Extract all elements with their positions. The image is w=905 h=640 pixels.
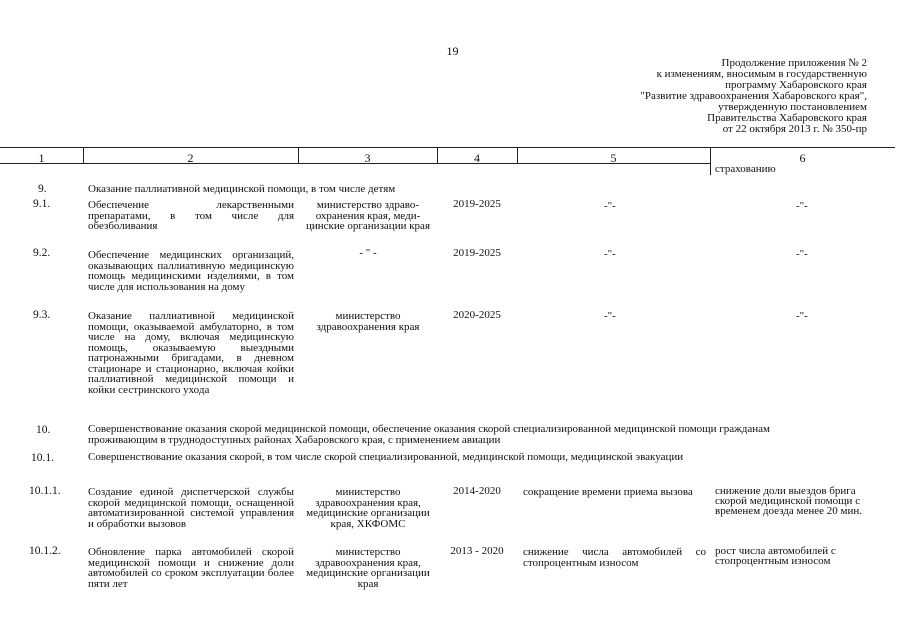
effect-cell: -"-: [796, 310, 808, 322]
effect-cell: снижение доли выездов брига: [715, 485, 856, 497]
column-header: 2: [187, 151, 194, 165]
column-header: 1: [38, 151, 45, 165]
header-line: программу Хабаровского края: [725, 79, 867, 91]
header-line: к изменениям, вносимым в государственную: [656, 68, 867, 80]
result-cell: снижение числа автомобилей со стопроцентным износом: [523, 546, 706, 569]
row-number: 10.1.2.: [29, 545, 61, 557]
header-line: Продолжение приложения № 2: [721, 57, 867, 69]
table-rule: [0, 147, 895, 148]
row-number: 9.1.: [33, 198, 51, 210]
effect-cell: скорой медицинской помощи с: [715, 495, 861, 507]
column-header: 5: [610, 151, 617, 165]
carryover-text: страхованию: [715, 163, 776, 175]
row-number: 10.: [36, 424, 51, 436]
executor-cell: министерство здравоохранения края, медицинские организации края: [306, 546, 430, 590]
result-cell: -"-: [604, 248, 616, 260]
header-line: от 22 октября 2013 г. № 350-пр: [722, 123, 867, 135]
result-cell: -"-: [604, 200, 616, 212]
result-cell: -"-: [604, 310, 616, 322]
header-line: Правительства Хабаровского края: [707, 112, 867, 124]
executor-cell: министерство здравоохранения края, медицинские организации края, ХКФОМС: [306, 486, 430, 530]
row-number: 9.2.: [33, 247, 51, 259]
period-cell: 2019-2025: [453, 198, 501, 210]
measure-cell: Создание единой диспетчерской службы скорой медицинской помощи, оснащенной автоматизированной системой управления и обработки вызовов: [88, 486, 294, 530]
measure-cell: Оказание паллиативной медицинской помощи, оказываемой амбулаторно, в том числе на дому, включая медицинскую помощь, оказываемую выездными патронажными бригадами, в дневном стационаре и стационарно, включая койки паллиативной медицинской помощи и койки сестринского ухода: [88, 310, 294, 396]
executor-cell: министерство здравоохранения края: [316, 310, 420, 333]
effect-cell: -"-: [796, 248, 808, 260]
executor-cell: министерство здраво-охранения края, меди-цинские организации края: [306, 199, 430, 232]
result-cell: сокращение времени приема вызова: [523, 486, 693, 498]
header-line: "Развитие здравоохранения Хабаровского края",: [640, 90, 867, 102]
section-title: Совершенствование оказания скорой, в том числе скорой специализированной, медицинской помощи, медицинской эвакуации: [88, 451, 684, 463]
effect-cell: стопроцентным износом: [715, 555, 831, 567]
row-number: 10.1.1.: [29, 485, 61, 497]
appendix-header: [640, 58, 867, 135]
period-cell: 2013 - 2020: [450, 545, 504, 557]
measure-cell: Обеспечение медицинских организаций, оказывающих паллиативную медицинскую помощь медицинскими изделиями, в том числе для использования на дому: [88, 249, 294, 293]
section-title: Совершенствование оказания скорой медицинской помощи, обеспечение оказания скорой специализированной медицинской помощи гражданам: [88, 423, 770, 435]
row-number: 9.3.: [33, 309, 51, 321]
column-header: 6: [799, 151, 806, 165]
section-title: проживающим в труднодоступных районах Хабаровского края, с применением авиации: [88, 434, 501, 446]
period-cell: 2020-2025: [453, 309, 501, 321]
column-header: 3: [364, 151, 371, 165]
effect-cell: -"-: [796, 200, 808, 212]
effect-cell: рост числа автомобилей с: [715, 545, 836, 557]
row-number: 10.1.: [31, 452, 54, 464]
section-title: Оказание паллиативной медицинской помощи, в том числе детям: [88, 183, 396, 195]
row-number: 9.: [38, 183, 47, 195]
measure-cell: Обновление парка автомобилей скорой медицинской помощи и снижение доли автомобилей со сроком эксплуатации более пяти лет: [88, 546, 294, 590]
header-line: утвержденную постановлением: [718, 101, 867, 113]
measure-cell: Обеспечение лекарственными препаратами, в том числе для обезболивания: [88, 199, 294, 232]
page-number: 19: [446, 44, 459, 58]
period-cell: 2014-2020: [453, 485, 501, 497]
period-cell: 2019-2025: [453, 247, 501, 259]
effect-cell: временем доезда менее 20 мин.: [715, 505, 863, 517]
executor-cell: - " -: [359, 247, 377, 259]
column-header: 4: [474, 151, 480, 165]
